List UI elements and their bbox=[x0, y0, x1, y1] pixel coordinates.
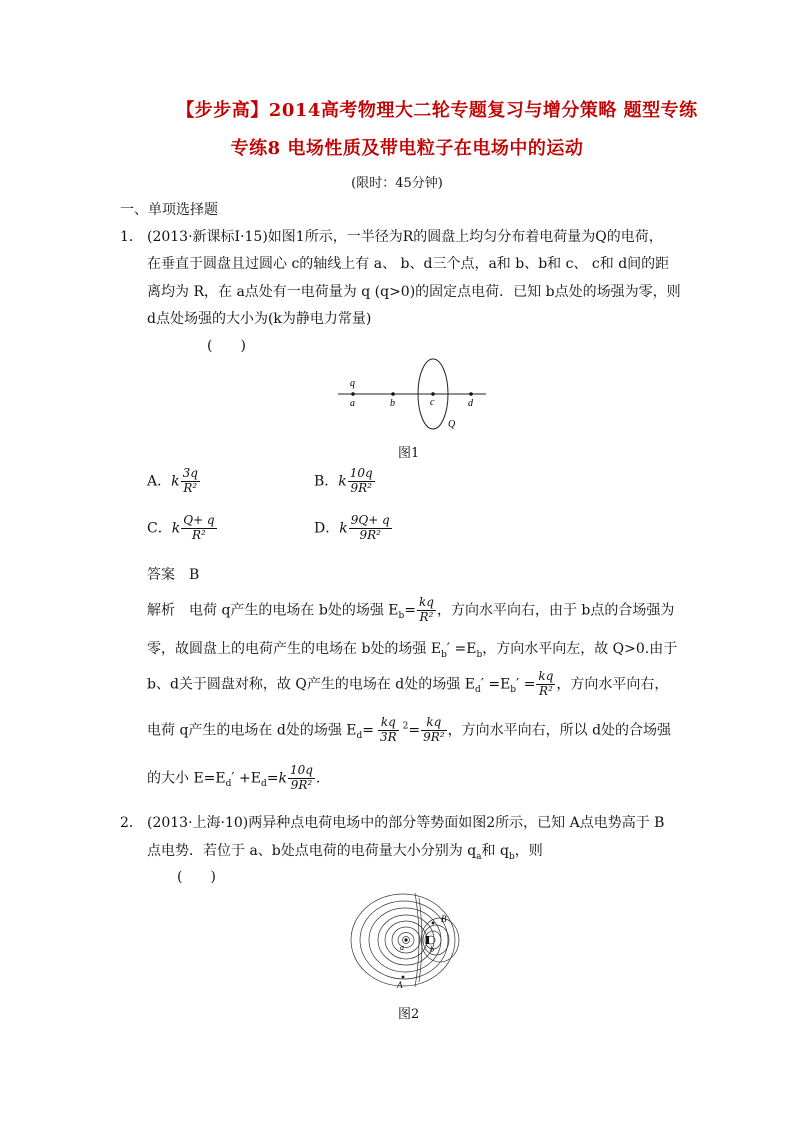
figure-2-diagram bbox=[345, 888, 475, 998]
analysis-line-4: 电荷 q产生的电场在 d处的场强 $E_d=$ $\frac{kq}{3R}$ $^2$= $\frac{kq}{\text{9R²}}$ ，方向水平向右，所以 d处的合场强 bbox=[147, 715, 672, 744]
document-title: 【步步高】2014高考物理大二轮专题复习与增分策略 题型专练 bbox=[176, 100, 698, 121]
section-heading: 一、单项选择题 bbox=[120, 202, 218, 218]
option-a: A．k $\frac{3q}{\text{R²}}$ bbox=[147, 466, 198, 495]
time-limit: (限时：45分钟) bbox=[351, 176, 443, 191]
label-B: B bbox=[441, 914, 447, 924]
label-a2: a bbox=[400, 943, 404, 952]
figure-1-caption: 图1 bbox=[398, 446, 420, 461]
label-a: a bbox=[350, 398, 355, 409]
analysis-line-1: 解析 电荷 q产生的电场在 b处的场强 $E_b=$ $\frac{kq}{\text{R²}}$ ，方向水平向右，由于 b点的合场强为 bbox=[147, 595, 675, 624]
analysis-line-5: 的大小 $E=E_d' +E_d=k$ $\frac{10q}{\text{9R²}}$ . bbox=[147, 763, 321, 792]
q2-line-2: 点电势．若位于 a、b处点电荷的电荷量大小分别为 $q_a$和 $q_b$，则 bbox=[147, 843, 543, 862]
label-c: c bbox=[430, 397, 435, 408]
option-d: D．k $\frac{9Q+ q}{\text{9R²}}$ bbox=[314, 513, 390, 542]
q2-answer-blank: ( ) bbox=[177, 869, 216, 885]
q1-line-4: d点处场强的大小为(k为静电力常量) bbox=[147, 311, 372, 327]
q1-answer-blank: ( ) bbox=[207, 338, 246, 354]
point-b bbox=[391, 392, 395, 396]
label-b2: b bbox=[430, 945, 434, 954]
option-b: B．k $\frac{10q}{\text{9R²}}$ bbox=[314, 466, 373, 495]
analysis-line-2: 零，故圆盘上的电荷产生的电场在 b处的场强 $E_b' =E_b$，方向水平向左，故 Q>0.由于 bbox=[147, 641, 678, 660]
label-Q: Q bbox=[448, 419, 456, 430]
label-d: d bbox=[468, 398, 473, 409]
label-q: q bbox=[350, 378, 355, 389]
q2-number: 2． bbox=[120, 815, 143, 831]
option-c: C．k $\frac{Q+ q}{\text{R²}}$ bbox=[147, 513, 215, 542]
q2-line-1: (2013·上海·10)两异种点电荷电场中的部分等势面如图2所示，已知 A点电势高于 B bbox=[147, 815, 665, 831]
q1-number: 1． bbox=[120, 229, 143, 245]
point-c bbox=[431, 392, 435, 396]
point-d bbox=[469, 392, 473, 396]
label-b: b bbox=[390, 398, 395, 409]
q1-line-3: 离均为 R，在 a点处有一电荷量为 q (q>0)的固定点电荷．已知 b点处的场强为零，则 bbox=[147, 284, 681, 300]
figure-1-diagram bbox=[330, 355, 490, 435]
figure-2-caption: 图2 bbox=[398, 1007, 420, 1022]
analysis-line-3: b、d关于圆盘对称，故 Q产生的电场在 d处的场强 $E_d' =E_b'$ = $\frac{kq}{\text{R²}}$ ，方向水平向右， bbox=[147, 669, 669, 698]
label-A: A bbox=[397, 980, 403, 990]
q1-answer: 答案 B bbox=[147, 567, 200, 583]
q1-line-2: 在垂直于圆盘且过圆心 c的轴线上有 a、 b、d三个点，a和 b、b和 c、 c和 d间的距 bbox=[147, 256, 670, 272]
document-subtitle: 专练8 电场性质及带电粒子在电场中的运动 bbox=[230, 138, 584, 159]
point-a bbox=[351, 392, 355, 396]
q1-line-1: (2013·新课标Ⅰ·15)如图1所示，一半径为R的圆盘上均匀分布着电荷量为Q的电荷， bbox=[147, 229, 663, 245]
